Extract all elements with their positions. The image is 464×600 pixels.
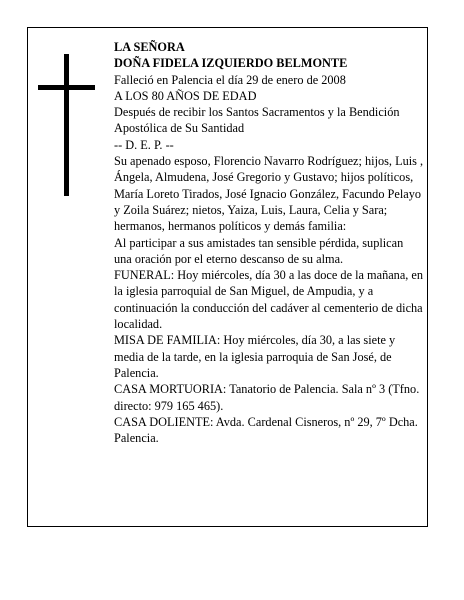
- rip-line: -- D. E. P. --: [114, 137, 174, 152]
- deceased-name: DOÑA FIDELA IZQUIERDO BELMONTE: [114, 56, 348, 71]
- mortuary-paragraph: CASA MORTUORIA: Tanatorio de Palencia. Sala nº 3 (Tfno. directo: 979 165 465).: [114, 382, 420, 413]
- request-paragraph: Al participar a sus amistades tan sensible pérdida, suplican una oración por el eterno descanso de su alma.: [114, 235, 404, 266]
- cross-horizontal-bar: [38, 85, 95, 90]
- cross-vertical-bar: [64, 54, 69, 196]
- obituary-text: [114, 39, 424, 446]
- age-line: A LOS 80 AÑOS DE EDAD: [114, 88, 257, 103]
- title-line: LA SEÑORA: [114, 40, 185, 54]
- mass-paragraph: MISA DE FAMILIA: Hoy miércoles, día 30, a las siete y media de la tarde, en la iglesia parroquia de San José, de Palencia.: [114, 333, 396, 380]
- funeral-paragraph: FUNERAL: Hoy miércoles, día 30 a las doce de la mañana, en la iglesia parroquial de San Miguel, de Ampudia, y a continuación la conducción del cadáver al cementerio de dicha localidad.: [114, 268, 424, 332]
- sacraments-line: Después de recibir los Santos Sacramentos y la Bendición Apostólica de Su Santidad: [114, 105, 400, 136]
- mourning-house-paragraph: CASA DOLIENTE: Avda. Cardenal Cisneros, nº 29, 7º Dcha. Palencia.: [114, 414, 418, 446]
- family-paragraph: Su apenado esposo, Florencio Navarro Rodríguez; hijos, Luis , Ángela, Almudena, José Gregorio y Gustavo; hijos políticos, María Loreto Tirados, José Ignacio González, Facundo Pelayo y Zoila Suárez; nietos, Yaiza, Luis, Laura, Celia y Sara; hermanos, hermanos políticos y demás familia:: [114, 154, 424, 234]
- death-line: Falleció en Palencia el día 29 de enero de 2008: [114, 72, 346, 87]
